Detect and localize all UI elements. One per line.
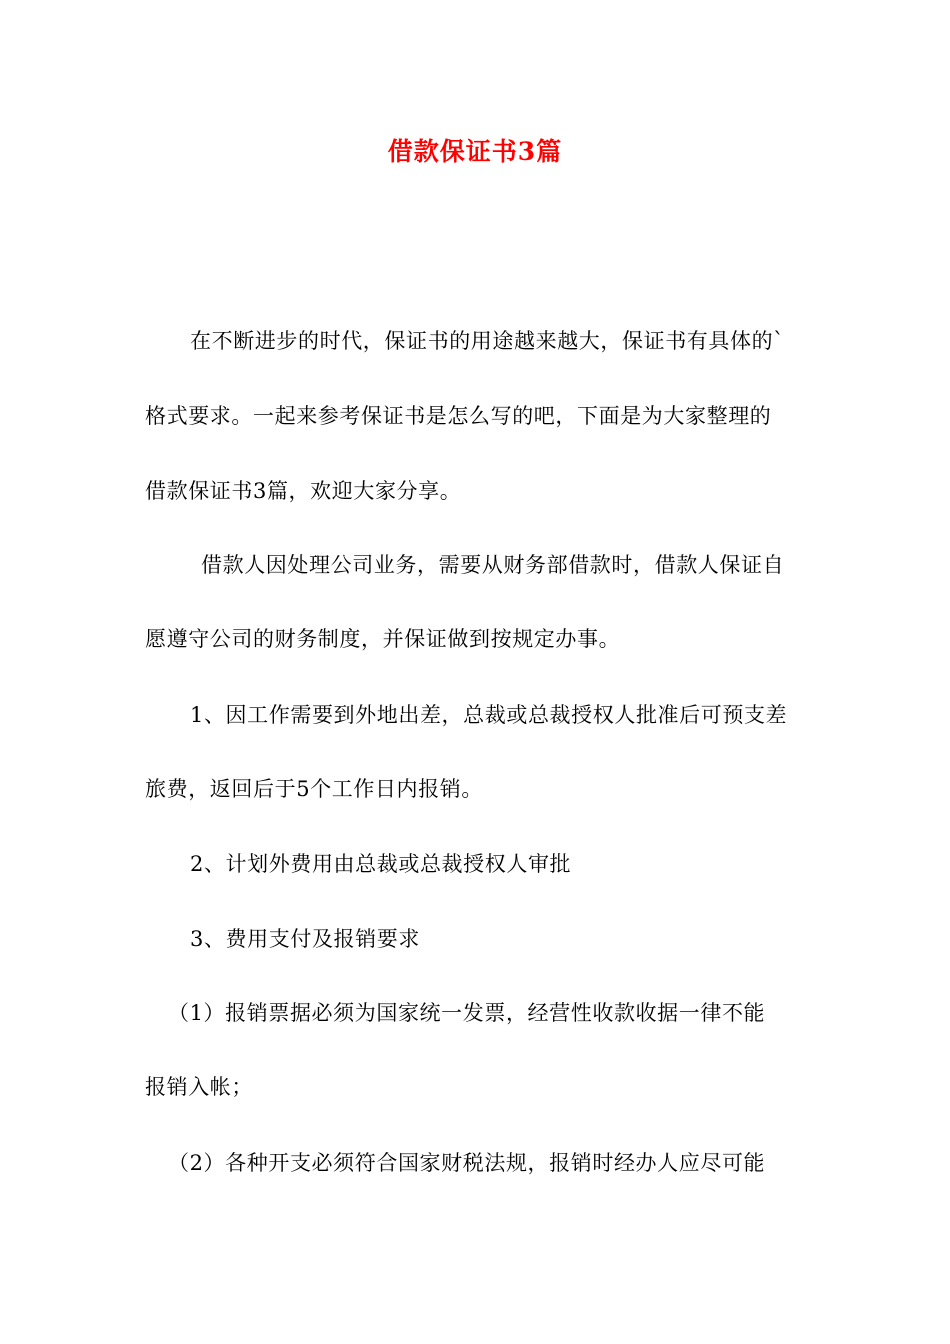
paragraph-line: 在不断进步的时代，保证书的用途越来越大，保证书有具体的` [190,329,785,353]
paragraph-line: （2）各种开支必须符合国家财税法规，报销时经办人应尽可能 [168,1151,766,1175]
paragraph-line: 借款人因处理公司业务，需要从财务部借款时，借款人保证自 [201,553,785,577]
paragraph-line: 愿遵守公司的财务制度，并保证做到按规定办事。 [145,627,621,651]
paragraph-line: 旅费，返回后于5个工作日内报销。 [145,777,483,801]
paragraph-line: 2、计划外费用由总裁或总裁授权人审批 [190,852,572,876]
paragraph-line: 格式要求。一起来参考保证书是怎么写的吧，下面是为大家整理的 [145,404,772,428]
paragraph-line: 借款保证书3篇，欢迎大家分享。 [145,479,462,503]
document-title: 借款保证书3篇 [387,137,563,166]
paragraph-line: 报销入帐； [145,1075,253,1099]
paragraph-line: 3、费用支付及报销要求 [190,927,420,951]
paragraph-line: 1、因工作需要到外地出差，总裁或总裁授权人批准后可预支差 [190,703,788,727]
paragraph-line: （1）报销票据必须为国家统一发票，经营性收款收据一律不能 [168,1001,766,1025]
